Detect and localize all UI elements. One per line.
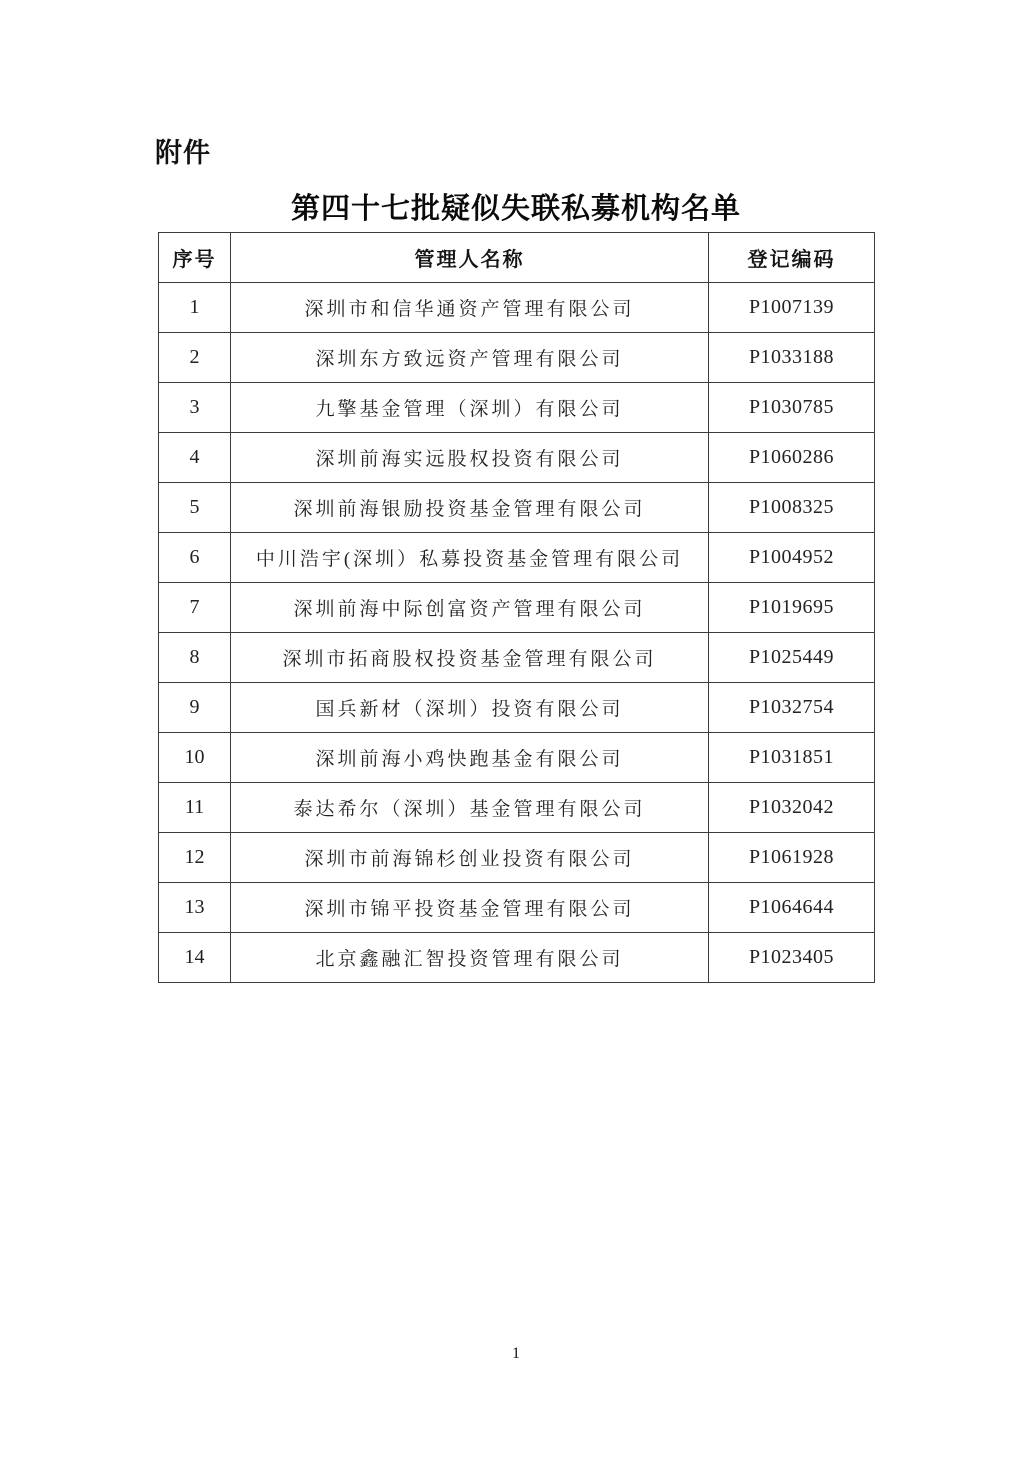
serial-cell: 3 <box>159 383 231 433</box>
registration-code-cell: P1019695 <box>709 583 875 633</box>
manager-name-cell: 深圳市锦平投资基金管理有限公司 <box>231 883 709 933</box>
serial-cell: 14 <box>159 933 231 983</box>
header-manager-name: 管理人名称 <box>231 233 709 283</box>
table-row <box>159 483 875 533</box>
table-row <box>159 283 875 333</box>
registration-code-cell: P1030785 <box>709 383 875 433</box>
table-row <box>159 433 875 483</box>
table-row <box>159 333 875 383</box>
serial-cell: 7 <box>159 583 231 633</box>
table-row <box>159 533 875 583</box>
manager-name-cell: 九擎基金管理（深圳）有限公司 <box>231 383 709 433</box>
registration-code-cell: P1064644 <box>709 883 875 933</box>
registration-code-cell: P1025449 <box>709 633 875 683</box>
manager-name-cell: 国兵新材（深圳）投资有限公司 <box>231 683 709 733</box>
registration-code-cell: P1008325 <box>709 483 875 533</box>
table-body <box>159 283 875 983</box>
attachment-label: 附件 <box>155 138 211 169</box>
serial-cell: 10 <box>159 733 231 783</box>
serial-cell: 8 <box>159 633 231 683</box>
table-row <box>159 833 875 883</box>
registration-code-cell: P1032042 <box>709 783 875 833</box>
registration-code-cell: P1004952 <box>709 533 875 583</box>
table-row <box>159 583 875 633</box>
serial-cell: 11 <box>159 783 231 833</box>
manager-name-cell: 北京鑫融汇智投资管理有限公司 <box>231 933 709 983</box>
registration-code-cell: P1023405 <box>709 933 875 983</box>
registration-code-cell: P1033188 <box>709 333 875 383</box>
table-row <box>159 383 875 433</box>
table-row <box>159 933 875 983</box>
table-row <box>159 633 875 683</box>
table-row <box>159 783 875 833</box>
manager-name-cell: 深圳前海中际创富资产管理有限公司 <box>231 583 709 633</box>
serial-cell: 1 <box>159 283 231 333</box>
serial-cell: 2 <box>159 333 231 383</box>
manager-name-cell: 中川浩宇(深圳）私募投资基金管理有限公司 <box>231 533 709 583</box>
table-row <box>159 733 875 783</box>
registration-code-cell: P1007139 <box>709 283 875 333</box>
registration-code-cell: P1060286 <box>709 433 875 483</box>
institutions-table <box>158 232 875 983</box>
registration-code-cell: P1031851 <box>709 733 875 783</box>
serial-cell: 5 <box>159 483 231 533</box>
registration-code-cell: P1032754 <box>709 683 875 733</box>
serial-cell: 6 <box>159 533 231 583</box>
manager-name-cell: 深圳市和信华通资产管理有限公司 <box>231 283 709 333</box>
serial-cell: 12 <box>159 833 231 883</box>
manager-name-cell: 深圳市拓商股权投资基金管理有限公司 <box>231 633 709 683</box>
manager-name-cell: 深圳前海实远股权投资有限公司 <box>231 433 709 483</box>
page-number: 1 <box>512 1345 520 1362</box>
serial-cell: 9 <box>159 683 231 733</box>
header-serial: 序号 <box>159 233 231 283</box>
manager-name-cell: 深圳前海银励投资基金管理有限公司 <box>231 483 709 533</box>
page-title: 第四十七批疑似失联私募机构名单 <box>290 191 741 225</box>
serial-cell: 4 <box>159 433 231 483</box>
manager-name-cell: 泰达希尔（深圳）基金管理有限公司 <box>231 783 709 833</box>
serial-cell: 13 <box>159 883 231 933</box>
manager-name-cell: 深圳前海小鸡快跑基金有限公司 <box>231 733 709 783</box>
registration-code-cell: P1061928 <box>709 833 875 883</box>
header-registration-code: 登记编码 <box>709 233 875 283</box>
manager-name-cell: 深圳市前海锦杉创业投资有限公司 <box>231 833 709 883</box>
table-header-row <box>159 233 875 283</box>
table-row <box>159 883 875 933</box>
manager-name-cell: 深圳东方致远资产管理有限公司 <box>231 333 709 383</box>
table-row <box>159 683 875 733</box>
